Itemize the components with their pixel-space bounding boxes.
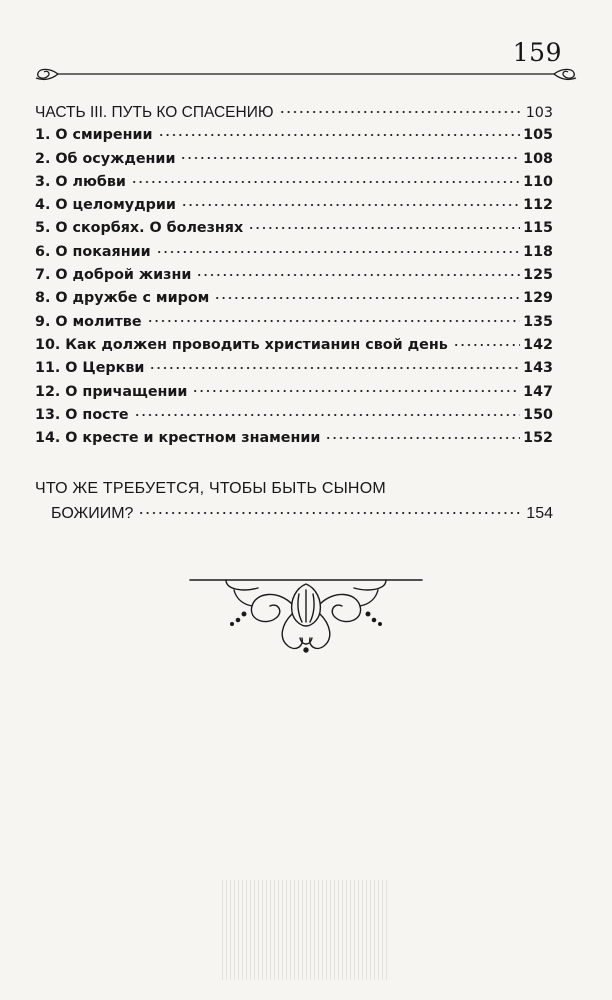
toc-entry-page: 108 — [523, 150, 553, 167]
toc-entry-title: 13. О посте — [35, 406, 129, 423]
dot-leader — [138, 502, 523, 518]
toc-entry-page: 112 — [523, 197, 553, 214]
toc-entry-page: 118 — [523, 243, 553, 260]
toc-entry-title: 10. Как должен проводить христианин свой день — [35, 336, 448, 353]
toc-entry-page: 147 — [523, 383, 553, 400]
toc-entry-title: 12. О причащении — [35, 383, 188, 400]
page-number: 159 — [512, 38, 562, 67]
dot-leader — [134, 405, 521, 419]
toc-entry — [35, 124, 553, 147]
dot-leader — [196, 265, 520, 279]
toc-entry-title: 4. О целомудрии — [35, 197, 176, 214]
toc-entry — [35, 264, 553, 287]
toc-entry-title-line2: БОЖИИМ? — [51, 505, 134, 522]
dot-leader — [248, 218, 520, 232]
toc-entry-page: 154 — [526, 505, 553, 522]
dot-leader — [325, 428, 520, 442]
toc-entry-title: 6. О покаянии — [35, 243, 151, 260]
dot-leader — [180, 148, 520, 162]
decorative-rule-icon — [28, 64, 584, 84]
toc-entry — [35, 171, 553, 194]
toc-entry-title: 9. О молитве — [35, 313, 142, 330]
toc-entry — [35, 287, 553, 310]
toc-entry-page: 152 — [523, 430, 553, 447]
toc-entry — [35, 404, 553, 427]
dot-leader — [192, 381, 520, 395]
toc-entry — [35, 148, 553, 171]
toc-part-entry — [35, 101, 553, 124]
table-of-contents — [35, 101, 553, 450]
toc-entry-page: 125 — [523, 267, 553, 284]
toc-entry-title: 1. О смирении — [35, 127, 153, 144]
toc-final-entry — [35, 476, 553, 526]
toc-entry-page: 103 — [525, 105, 553, 121]
toc-entry — [35, 427, 553, 450]
dot-leader — [156, 241, 521, 255]
toc-entry — [35, 357, 553, 380]
toc-entry-page: 115 — [523, 220, 553, 237]
toc-entry — [35, 381, 553, 404]
toc-entry-page: 150 — [523, 406, 553, 423]
toc-entry — [35, 194, 553, 217]
toc-entry-page: 142 — [523, 336, 553, 353]
toc-entry-title: 2. Об осуждении — [35, 150, 176, 167]
toc-entry — [35, 311, 553, 334]
toc-entry-title: ЧАСТЬ III. ПУТЬ КО СПАСЕНИЮ — [35, 104, 274, 121]
show-through-texture — [222, 880, 390, 980]
toc-entry-title: 11. О Церкви — [35, 360, 145, 377]
dot-leader — [158, 125, 521, 139]
toc-entry-page: 143 — [523, 360, 553, 377]
dot-leader — [279, 102, 523, 118]
toc-entry — [35, 334, 553, 357]
dot-leader — [453, 335, 520, 349]
dot-leader — [181, 195, 520, 209]
dot-leader — [214, 288, 520, 302]
dot-leader — [131, 172, 520, 186]
toc-entry-title: 5. О скорбях. О болезнях — [35, 220, 244, 237]
toc-entry-page: 105 — [523, 127, 553, 144]
toc-entry-line2 — [35, 501, 553, 526]
toc-entry-title-line1: ЧТО ЖЕ ТРЕБУЕТСЯ, ЧТОБЫ БЫТЬ СЫНОМ — [35, 480, 386, 497]
toc-entry-title: 3. О любви — [35, 173, 126, 190]
toc-entry-page: 129 — [523, 290, 553, 307]
dot-leader — [147, 311, 521, 325]
floral-ornament-icon — [186, 576, 426, 656]
toc-entry-title: 8. О дружбе с миром — [35, 290, 210, 307]
toc-entry-title: 14. О кресте и крестном знамении — [35, 430, 321, 447]
toc-entry-title: 7. О доброй жизни — [35, 267, 192, 284]
toc-entry — [35, 241, 553, 264]
toc-entry — [35, 217, 553, 240]
dot-leader — [149, 358, 520, 372]
toc-entry-page: 135 — [523, 313, 553, 330]
toc-entry-page: 110 — [523, 173, 553, 190]
